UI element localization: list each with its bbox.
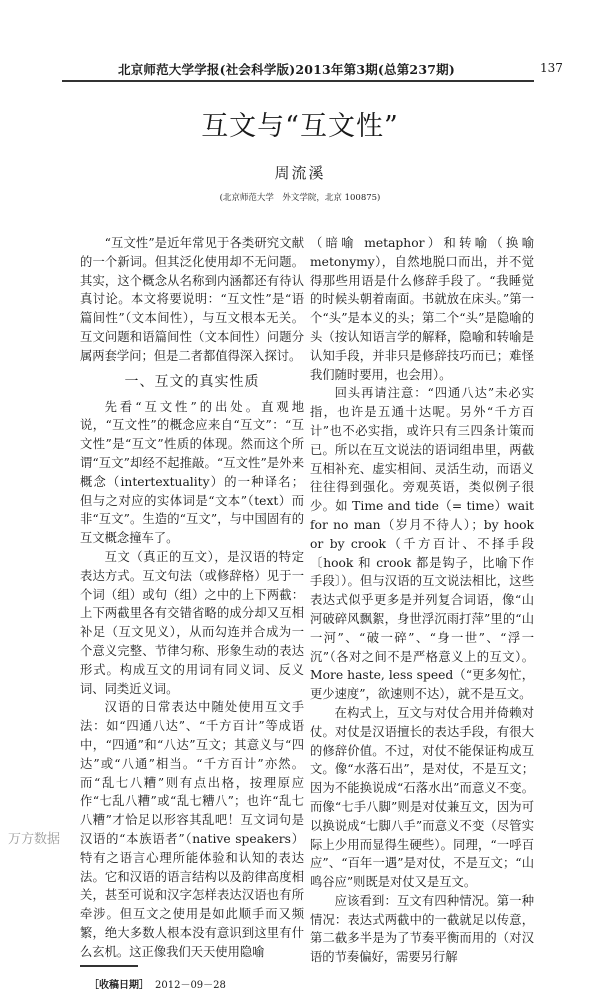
article-author: 周流溪 xyxy=(274,164,326,182)
left-column xyxy=(80,234,304,993)
section-heading: 一、互文的真实性质 xyxy=(124,373,260,390)
footnote-rule xyxy=(80,965,138,966)
intro-paragraph: “互文性”是近年常见于各类研究文献的一个新词。但其泛化使用却不无问题。其实，这个概念从名称到内涵都还有待认真讨论。本文将要说明：“互文性”是“语篇间性”（文本间性），与互文根本无关。互文问题和语篇间性（文本间性）问题分属两套学问；但是二者都值得深入探讨。 xyxy=(80,236,304,363)
author-affiliation: (北京师范大学 外文学院，北京 100875) xyxy=(219,193,381,203)
right-column xyxy=(310,234,534,967)
received-date-label: ［收稿日期］ xyxy=(89,979,149,991)
body-paragraph: 应该看到：互文有四种情况。第一种情况：表达式两截中的一截就足以传意，第二截多半是为了节奏平衡而用的（对汉语的节奏偏好，需要另行解 xyxy=(310,893,534,965)
page-number: 137 xyxy=(540,61,563,75)
body-paragraph: 回头再请注意：“四通八达”未必实指，也许是五通十达呢。另外“千方百计”也不必实指，或许只有三四条计策而已。所以在互文说法的语词组串里，两截互相补充、虚实相间、灵活生动，而语义往往得到强化。旁观英语，类似例子很少。如 Time and tide（= time）wait for no man（岁月不待人）；by hook or by crook（千方百计、不择手段〔hook 和 crook 都是钩子，比喻下作手段〕）。但与汉语的互文说法相比，这些表达式似乎更多是并列复合词语，像“山河破碎风飘絮，身世浮沉雨打萍”里的“山一河”、“破一碎”、“身一世”、“浮一沉”（各对之间不是严格意义上的互文）。More haste, less speed（“更多匆忙，更少速度”，欲速则不达），就不是互文。 xyxy=(310,386,534,702)
running-head-journal: 北京师范大学学报(社会科学版)2013年第3期(总第237期) xyxy=(118,62,455,77)
body-paragraph: 汉语的日常表达中随处使用互文手法：如“四通八达”、“千方百计”等成语中，“四通”和“八达”互文；其意义与“四达”或“八通”相当。“千方百计”亦然。而“乱七八糟”则有点出格，按理原应作“七乱八糟”或“乱七糟八”；也许“乱七八糟”才恰足以形容其乱吧！互文词句是汉语的“本族语者”（native speakers）特有之语言心理所能体验和认知的表达法。它和汉语的语言结构以及韵律高度相关，甚至可说和汉字怎样表达汉语也有所牵涉。但互文之使用是如此顺手而又频繁，绝大多数人根本没有意识到这里有什么玄机。这正像我们天天使用隐喻 xyxy=(80,700,304,959)
body-paragraph: 先看“互文性”的出处。直观地说，“互文性”的概念应来自“互文”：“互文性”是“互文”性质的体现。然而这个所谓“互文”却经不起推敲。“互文性”是外来概念（intertextuality）的一种译名；但与之对应的实体词是“文本”（text）而非“互文”。生造的“互文”，与中国固有的互文概念撞车了。 xyxy=(80,399,304,546)
received-date-value: 2012－09－28 xyxy=(155,979,226,991)
header-rule xyxy=(62,80,534,82)
continued-paragraph: （暗喻 metaphor）和转喻（换喻 metonymy），自然地脱口而出，并不觉得那些用语是什么修辞手段了。“我睡觉的时候头朝着南面。书就放在床头。”第一个“头”是本义的头；第二个“头”是隐喻的头（按认知语言学的解释，隐喻和转喻是认知手段，并非只是修辞技巧而已；难怪我们随时要用，也会用）。 xyxy=(310,236,534,382)
body-paragraph: 互文（真正的互文），是汉语的特定表达方式。互文句法（或修辞格）见于一个词（组）或句（组）之中的上下两截：上下两截里各有交错省略的成分却又互相补足（互文见义），从而勾连并合成为一个意义完整、节律匀称、形象生动的表达形式。构成互文的用词有同义词、反义词、同类近义词。 xyxy=(80,549,304,696)
article-title: 互文与“互文性” xyxy=(201,111,399,142)
body-paragraph: 在构式上，互文与对仗合用并倚赖对仗。对仗是汉语擅长的表达手段，有很大的修辞价值。不过，对仗不能保证构成互文。像“水落石出”，是对仗，不是互文；因为不能换说成“石落水出”而意义不变。而像“七手八脚”则是对仗兼互文，因为可以换说成“七脚八手”而意义不变（尽管实际上少用而显得生硬些）。同理，“一呼百应”、“百年一遇”是对仗，不是互文；“山鸣谷应”则既是对仗又是互文。 xyxy=(310,705,534,890)
received-date xyxy=(80,979,304,993)
watermark: 万方数据 xyxy=(8,832,61,847)
